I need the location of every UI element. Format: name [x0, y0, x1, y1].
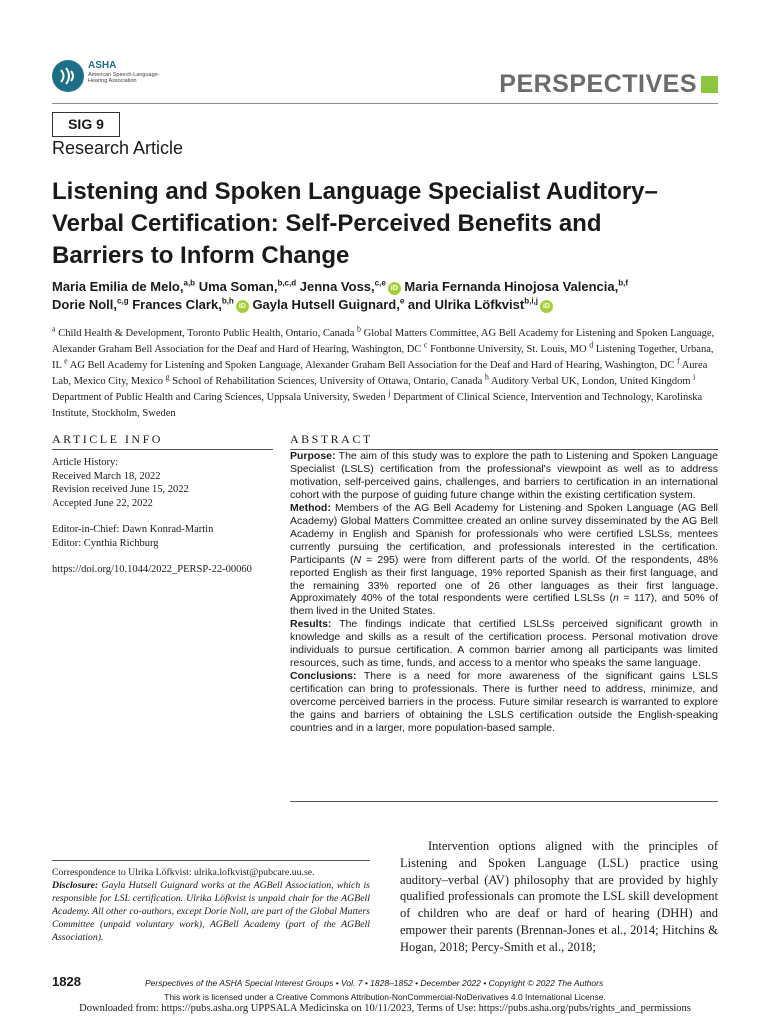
author-name: Dorie Noll, [52, 297, 118, 312]
affiliation-sup: h [484, 372, 489, 382]
editor: Editor: Cynthia Richburg [52, 537, 159, 549]
history-label: Article History: [52, 457, 119, 468]
affiliation-text: Child Health & Development, Toronto Public Health, Ontario, Canada [55, 328, 358, 339]
purpose-label: Purpose: [290, 450, 336, 462]
affiliation-sup: i [693, 372, 696, 382]
orcid-icon[interactable]: iD [540, 300, 553, 313]
method-n1: N [353, 553, 362, 566]
affiliation-text: School of Rehabilitation Sciences, University of Ottawa, Ontario, Canada [169, 376, 485, 387]
author-affiliation-sup: c,e [374, 278, 386, 288]
journal-name: PERSPECTIVES [499, 70, 697, 98]
author-affiliation-sup: c,g [117, 296, 129, 306]
abstract-purpose [290, 450, 718, 502]
asha-logo-icon [52, 60, 84, 92]
abstract-heading: ABSTRACT [290, 432, 373, 446]
disclosure-text: Gayla Hutsell Guignard works at the AGBell Association, which is responsible for LSL certification. Ulrika Löfkvist is unpaid chair for the AGBell Academy. All other co-authors, except Dorie Noll, are part of the Global Matters Committee (unpaid voluntary work), AGBell Academy (part of the AGBell Association). [52, 880, 370, 944]
affiliation-sup: a [52, 324, 56, 334]
affiliation-text: Listening Together, Urbana, IL [52, 344, 714, 371]
affiliation-sup: d [589, 340, 594, 350]
asha-logo-name: ASHA [88, 60, 117, 71]
affiliation-sup: b [357, 324, 362, 334]
asha-logo [52, 60, 192, 100]
author-affiliation-sup: b,c,d [277, 278, 297, 288]
body-paragraph: Intervention options aligned with the principles of Listening and Spoken Language (LSL) practice using auditory–verbal (AV) philosophy that are provided by highly qualified professionals can promote the LSL skill development of children who are deaf or hard of hearing (DHH) and empower their parents (Brennan-Jones et al., 2014; Hitchins & Hogan, 2018; Percy-Smith et al., 2018; [400, 839, 718, 954]
abstract-results [290, 618, 718, 670]
orcid-icon[interactable]: iD [388, 282, 401, 295]
affiliation-sup: e [64, 356, 68, 366]
abstract-bottom-divider [290, 801, 718, 802]
download-line: Downloaded from: https://pubs.asha.org UPPSALA Medicinska on 10/11/2023, Terms of Use: https://pubs.asha.org/pubs/rights_and_permissions [79, 1003, 691, 1014]
doi-link[interactable]: https://doi.org/10.1044/2022_PERSP-22-00060 [52, 564, 252, 575]
page-number: 1828 [52, 974, 81, 989]
author-name: and Ulrika Löfkvist [407, 297, 525, 312]
affiliation-text: Auditory Verbal UK, London, United Kingdom [488, 376, 694, 387]
affiliation-text: Global Matters Committee, AG Bell Academy for Listening and Spoken Language, Alexander Graham Bell Association for the Deaf and Hard of Hearing, Washington, DC [52, 328, 715, 355]
method-text-2: = 295) were from different parts of the world. Of the respondents, 48% reported English as their first language, 19% reported Spanish as their first language, and the remaining 33% reported one of 26 other languages as their first language. Approximately 40% of the total respondents were certified LSLSs ( [290, 553, 718, 605]
abstract-conclusions [290, 670, 718, 735]
purpose-text: The aim of this study was to explore the path to Listening and Spoken Language Specialist (LSLS) certification from the professional's viewpoint as well as to address motivation, self-perceived gains, challenges, and barriers to certification in an international cohort with the purpose of guiding future change within the existing certification system. [290, 450, 718, 501]
correspondence-note [52, 866, 370, 945]
conclusions-text: There is a need for more awareness of the significant gains LSLS certification can bring to professionals. There is further need to address, minimize, and overcome perceived barriers in the process. Future similar research is warranted to explore the gains and barriers of obtaining the LSLS certification outside the English-speaking countries and in a larger, more population-based sample. [290, 670, 718, 735]
results-text: The findings indicate that certified LSLSs perceived significant growth in knowledge and skills as a result of the certification process. Personal motivation drove individuals to pursue certification. A common barrier among all participants was limited resources, such as time, funds, and access to a mentor who speaks the same language. [290, 618, 718, 670]
results-label: Results: [290, 618, 332, 631]
affiliation-text: Department of Public Health and Caring Sciences, Uppsala University, Sweden [52, 392, 389, 403]
affiliation-text: Fontbonne University, St. Louis, MO [427, 344, 590, 355]
green-square-icon [701, 76, 718, 93]
article-info-divider [52, 449, 273, 450]
author-affiliation-sup: b,f [618, 278, 629, 288]
article-info [52, 456, 277, 577]
disclosure-label: Disclosure: [52, 880, 99, 892]
received-date: Received March 18, 2022 [52, 470, 161, 482]
author-affiliation-sup: a,b [183, 278, 196, 288]
header-divider [52, 103, 718, 104]
journal-wordmark [499, 70, 718, 99]
abstract-method [290, 502, 718, 619]
asha-logo-subtitle: American Speech-Language-Hearing Association [88, 72, 160, 84]
author-name: Maria Emilia de Melo, [52, 279, 184, 294]
correspondence-text: Correspondence to Ulrika Löfkvist: ulrika.lofkvist@pubcare.uu.se. [52, 867, 315, 878]
affiliation-sup: j [388, 388, 391, 398]
method-n2: n [613, 592, 619, 605]
affiliation-sup: g [165, 372, 170, 382]
accepted-date: Accepted June 22, 2022 [52, 497, 153, 509]
author-name: Uma Soman, [198, 279, 278, 294]
conclusions-label: Conclusions: [290, 670, 357, 683]
sig-label: SIG 9 [52, 112, 120, 137]
author-affiliation-sup: b,h [221, 296, 234, 306]
affiliations [52, 326, 718, 422]
article-type: Research Article [52, 138, 184, 158]
method-text-3: = 117), and 50% of them lived in the United States. [290, 592, 718, 618]
footnote-divider [52, 860, 370, 861]
affiliation-text: Aurea Lab, Mexico City, Mexico [52, 360, 708, 387]
method-label: Method: [290, 501, 331, 514]
author-name: Gayla Hutsell Guignard, [252, 297, 400, 312]
author-affiliation-sup: e [399, 296, 405, 306]
author-affiliation-sup: b,i,j [524, 296, 538, 306]
orcid-icon[interactable]: iD [236, 300, 249, 313]
article-info-heading: ARTICLE INFO [52, 432, 163, 446]
author-name: Maria Fernanda Hinojosa Valencia, [404, 279, 619, 294]
abstract [290, 450, 718, 735]
author-list [52, 278, 718, 314]
revision-date: Revision received June 15, 2022 [52, 484, 189, 495]
editor-in-chief: Editor-in-Chief: Dawn Konrad-Martin [52, 524, 214, 535]
affiliation-sup: c [423, 340, 428, 350]
author-name: Frances Clark, [132, 297, 222, 312]
license-line[interactable]: This work is licensed under a Creative Commons Attribution-NonCommercial-NoDerivatives 4.0 International License. [164, 992, 606, 1002]
affiliation-text: AG Bell Academy for Listening and Spoken Language, Alexander Graham Bell Association for the Deaf and Hard of Hearing, Washington, DC [67, 360, 677, 371]
citation-line: Perspectives of the ASHA Special Interest Groups • Vol. 7 • 1828–1852 • December 2022 • Copyright © 2022 The Authors [145, 978, 604, 988]
author-name: Jenna Voss, [299, 279, 375, 294]
affiliation-text: Department of Clinical Science, Intervention and Technology, Karolinska Institute, Stockholm, Sweden [52, 392, 703, 419]
affiliation-sup: f [677, 356, 680, 366]
method-text-1: Members of the AG Bell Academy for Listening and Spoken Language (AG Bell Academy) Global Matters Committee created an online survey disseminated by the AG Bell Academy in English and Spanish for professionals who were certified LSLSs, mentees currently pursuing the certification, and professionals interested in the certification. Participants ( [290, 501, 719, 566]
article-title: Listening and Spoken Language Specialist Auditory–Verbal Certification: Self-Perceived Benefits and Barriers to Inform Change [52, 178, 658, 269]
